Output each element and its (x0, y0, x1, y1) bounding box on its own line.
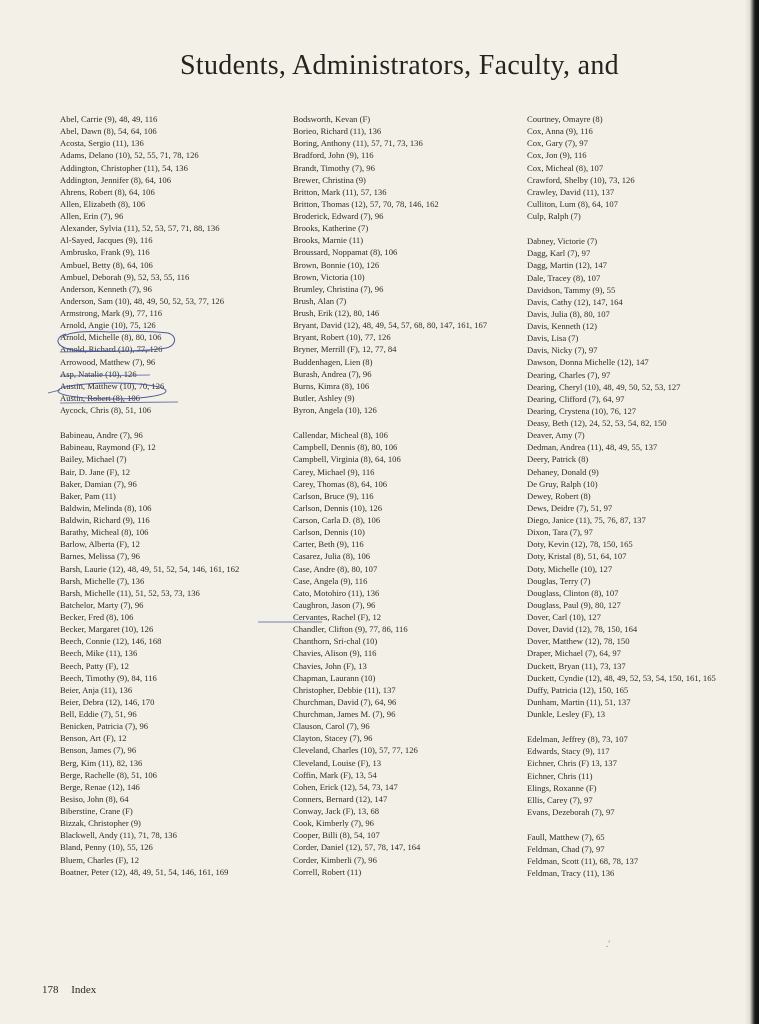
page-footer (42, 984, 96, 996)
index-entry: Barathy, Micheal (8), 106 (60, 527, 149, 538)
index-entry: Bradford, John (9), 116 (293, 150, 374, 161)
group-spacer (527, 818, 752, 831)
index-entry: Feldman, Scott (11), 68, 78, 137 (527, 856, 639, 867)
index-entry: Eichner, Chris (F) 13, 137 (527, 758, 617, 769)
index-entry: Arnold, Angie (10), 75, 126 (60, 320, 156, 331)
index-entry: De Gruy, Ralph (10) (527, 478, 598, 489)
index-entry: Bair, D. Jane (F), 12 (60, 466, 131, 477)
index-entry: Beech, Patty (F), 12 (60, 660, 129, 671)
index-entry: Batchelor, Marty (7), 96 (60, 599, 144, 610)
index-entry: Austin, Robert (8), 106 (60, 392, 140, 403)
index-entry: Faull, Matthew (7), 65 (527, 832, 605, 842)
index-entry: Benson, James (7), 96 (60, 745, 137, 756)
index-entry: Allen, Elizabeth (8), 106 (60, 198, 146, 209)
index-entry: Caughron, Jason (7), 96 (293, 599, 376, 610)
index-entry: Corder, Daniel (12), 57, 78, 147, 164 (293, 842, 421, 853)
index-entry: Addington, Jennifer (8), 64, 106 (60, 174, 171, 185)
index-entry: Berge, Rachelle (8), 51, 106 (60, 769, 157, 780)
index-entry: Brandt, Timothy (7), 96 (293, 162, 375, 173)
index-entry: Campbell, Dennis (8), 80, 106 (293, 442, 398, 453)
index-entry: Edelman, Jeffrey (8), 73, 107 (527, 734, 628, 745)
index-column-1 (60, 113, 288, 878)
index-entry: Carlson, Dennis (10), 126 (293, 502, 383, 513)
index-entry: Broderick, Edward (7), 96 (293, 211, 384, 221)
index-entry: Deery, Patrick (8) (527, 454, 589, 465)
index-entry: Burns, Kimra (8), 106 (293, 380, 370, 391)
group-spacer (527, 720, 752, 733)
index-entry: Beech, Connie (12), 146, 168 (60, 636, 162, 647)
index-entry: Casarez, Julia (8), 106 (293, 551, 371, 562)
index-entry: Case, Andre (8), 80, 107 (293, 563, 378, 574)
index-entry: Bizzak, Christopher (9) (60, 818, 141, 829)
index-entry: Churchman, David (7), 64, 96 (293, 696, 397, 707)
index-entry: Dabney, Victorie (7) (527, 236, 598, 247)
index-entry: Butler, Ashley (9) (293, 392, 355, 403)
index-entry: Bryant, David (12), 48, 49, 54, 57, 68, 80, 147, 161, 167 (293, 320, 488, 331)
index-entry: Barsh, Laurie (12), 48, 49, 51, 52, 54, 146, 161, 162 (60, 563, 240, 574)
index-entry: Arnold, Richard (10), 77, 126 (60, 344, 163, 355)
index-entry: Barsh, Michelle (11), 51, 52, 53, 73, 136 (60, 587, 200, 598)
index-entry: Davis, Kenneth (12) (527, 321, 597, 331)
index-entry: Ambuel, Betty (8), 64, 106 (60, 259, 153, 270)
index-entry: Asp, Natalie (10), 126 (60, 368, 137, 379)
index-entry: Armstrong, Mark (9), 77, 116 (60, 308, 163, 318)
index-entry: Britton, Mark (11), 57, 136 (293, 186, 387, 197)
group-spacer (527, 222, 752, 235)
index-entry: Beier, Debra (12), 146, 170 (60, 696, 155, 707)
index-entry: Bailey, Michael (7) (60, 454, 127, 465)
index-entry: Duckett, Cyndie (12), 48, 49, 52, 53, 54, 150, 161, 165 (527, 672, 716, 683)
index-entry: Biberstine, Crane (F) (60, 806, 133, 816)
index-entry: Courtney, Omayre (8) (527, 114, 603, 124)
index-entry: Davis, Julia (8), 80, 107 (527, 308, 610, 319)
index-entry: Crawford, Shelby (10), 73, 126 (527, 174, 635, 185)
index-entry: Feldman, Chad (7), 97 (527, 844, 605, 855)
index-entry: Elings, Roxanne (F) (527, 782, 597, 793)
index-entry: Deaver, Amy (7) (527, 430, 585, 441)
index-entry: Clayton, Stacey (7), 96 (293, 733, 373, 744)
index-entry: Chavies, John (F), 13 (293, 660, 367, 671)
index-entry: Acosta, Sergio (11), 136 (60, 138, 144, 149)
index-entry: Draper, Michael (7), 64, 97 (527, 648, 621, 659)
index-entry: Bland, Penny (10), 55, 126 (60, 842, 153, 853)
index-entry: Culp, Ralph (7) (527, 211, 581, 221)
index-entry: Benson, Art (F), 12 (60, 733, 127, 744)
index-entry: Baldwin, Richard (9), 116 (60, 515, 150, 525)
index-entry: Eichner, Chris (11) (527, 770, 593, 781)
index-entry: Douglas, Terry (7) (527, 575, 591, 586)
group-spacer (293, 416, 525, 429)
index-entry: Austin, Matthew (10), 70, 126 (60, 380, 165, 391)
index-entry: Carter, Beth (9), 116 (293, 539, 364, 550)
index-entry: Broussard, Noppamat (8), 106 (293, 247, 398, 258)
index-entry: Case, Angela (9), 116 (293, 575, 368, 586)
index-entry: Anderson, Kenneth (7), 96 (60, 283, 152, 294)
index-entry: Duffy, Patricia (12), 150, 165 (527, 684, 629, 695)
index-entry: Dunkle, Lesley (F), 13 (527, 709, 606, 719)
index-entry: Churchman, James M. (7), 96 (293, 709, 396, 719)
index-column-3 (527, 113, 752, 880)
index-entry: Cato, Motohiro (11), 136 (293, 587, 380, 598)
index-entry: Becker, Margaret (10), 126 (60, 624, 154, 635)
index-entry: Barsh, Michelle (7), 136 (60, 575, 145, 586)
index-entry: Chavies, Alison (9), 116 (293, 648, 377, 659)
index-entry: Doty, Kevin (12), 78, 150, 165 (527, 539, 633, 550)
index-entry: Carlson, Bruce (9), 116 (293, 490, 374, 501)
index-entry: Carey, Thomas (8), 64, 106 (293, 478, 388, 489)
index-entry: Cox, Jon (9), 116 (527, 150, 587, 161)
index-entry: Crawley, David (11), 137 (527, 186, 615, 197)
index-entry: Clauson, Carol (7), 96 (293, 721, 370, 732)
index-entry: Cervantes, Rachel (F), 12 (293, 612, 382, 622)
index-entry: Christopher, Debbie (11), 137 (293, 684, 396, 695)
index-entry: Dover, Carl (10), 127 (527, 612, 601, 622)
index-entry: Callendar, Micheal (8), 106 (293, 430, 388, 441)
index-entry: Campbell, Virginia (8), 64, 106 (293, 454, 401, 465)
index-entry: Douglass, Clinton (8), 107 (527, 587, 619, 598)
index-entry: Al-Sayed, Jacques (9), 116 (60, 235, 153, 246)
index-entry: Ambrusko, Frank (9), 116 (60, 247, 150, 258)
index-entry: Boring, Anthony (11), 57, 71, 73, 136 (293, 138, 423, 149)
index-entry: Boatner, Peter (12), 48, 49, 51, 54, 146, 161, 169 (60, 866, 229, 877)
index-entry: Conway, Jack (F), 13, 68 (293, 806, 380, 816)
index-entry: Doty, Kristal (8), 51, 64, 107 (527, 551, 627, 562)
stray-mark: .′ (606, 939, 611, 949)
index-entry: Baker, Pam (11) (60, 490, 116, 501)
index-entry: Dews, Deidre (7), 51, 97 (527, 502, 613, 513)
index-entry: Brown, Victoria (10) (293, 271, 365, 282)
index-entry: Culliton, Lum (8), 64, 107 (527, 198, 618, 209)
index-entry: Carlson, Dennis (10) (293, 527, 365, 538)
index-entry: Correll, Robert (11) (293, 866, 362, 877)
index-entry: Blackwell, Andy (11), 71, 78, 136 (60, 830, 177, 841)
index-entry: Abel, Carrie (9), 48, 49, 116 (60, 114, 158, 124)
index-entry: Cox, Anna (9), 116 (527, 126, 593, 137)
index-entry: Davis, Lisa (7) (527, 333, 579, 344)
index-entry: Dearing, Charles (7), 97 (527, 369, 611, 380)
index-entry: Baldwin, Melinda (8), 106 (60, 502, 152, 513)
index-entry: Davidson, Tammy (9), 55 (527, 284, 616, 295)
index-entry: Addington, Christopher (11), 54, 136 (60, 162, 188, 173)
index-entry: Cox, Gary (7), 97 (527, 138, 588, 149)
index-entry: Ahrens, Robert (8), 64, 106 (60, 186, 155, 197)
index-entry: Dunham, Martin (11), 51, 137 (527, 696, 631, 707)
index-entry: Bluem, Charles (F), 12 (60, 854, 140, 865)
index-entry: Dearing, Clifford (7), 64, 97 (527, 393, 625, 404)
index-entry: Dawson, Donna Michelle (12), 147 (527, 357, 649, 368)
index-entry: Cox, Micheal (8), 107 (527, 162, 604, 173)
index-entry: Barnes, Melissa (7), 96 (60, 551, 140, 562)
index-entry: Adams, Delano (10), 52, 55, 71, 78, 126 (60, 150, 199, 161)
index-entry: Bodsworth, Kevan (F) (293, 114, 371, 124)
index-entry: Babineau, Andre (7), 96 (60, 430, 143, 441)
index-entry: Carey, Michael (9), 116 (293, 466, 375, 477)
index-entry: Brumley, Christina (7), 96 (293, 283, 384, 294)
index-entry: Cook, Kimberly (7), 96 (293, 818, 374, 829)
index-entry: Beier, Anja (11), 136 (60, 684, 133, 695)
index-entry: Byron, Angela (10), 126 (293, 405, 377, 415)
index-column-2 (293, 113, 525, 878)
section-label: Index (71, 984, 97, 996)
index-entry: Borieo, Richard (11), 136 (293, 126, 382, 137)
index-entry: Dagg, Martin (12), 147 (527, 260, 607, 271)
index-entry: Cohen, Erick (12), 54, 73, 147 (293, 781, 398, 792)
index-entry: Doty, Michelle (10), 127 (527, 563, 613, 574)
index-entry: Brooks, Marnie (11) (293, 235, 364, 246)
index-entry: Dixon, Tara (7), 97 (527, 527, 593, 538)
index-entry: Davis, Cathy (12), 147, 164 (527, 296, 623, 307)
group-spacer (60, 416, 288, 429)
index-entry: Diego, Janice (11), 75, 76, 87, 137 (527, 515, 646, 525)
index-entry: Bryner, Merrill (F), 12, 77, 84 (293, 344, 397, 355)
index-entry: Buddenhagen, Lien (8) (293, 356, 373, 367)
index-entry: Chanthorn, Sri-chal (10) (293, 636, 378, 647)
index-entry: Cleveland, Louise (F), 13 (293, 757, 382, 768)
index-entry: Cooper, Billi (8), 54, 107 (293, 830, 380, 841)
index-entry: Chapman, Laurann (10) (293, 672, 376, 683)
index-entry: Dover, David (12), 78, 150, 164 (527, 624, 638, 635)
index-entry: Beech, Timothy (9), 84, 116 (60, 672, 157, 683)
index-entry: Allen, Erin (7), 96 (60, 211, 124, 221)
index-entry: Davis, Nicky (7), 97 (527, 345, 598, 356)
index-entry: Dedman, Andrea (11), 48, 49, 55, 137 (527, 442, 658, 453)
index-entry: Barlow, Alberta (F), 12 (60, 539, 140, 550)
index-entry: Benicken, Patricia (7), 96 (60, 721, 149, 732)
index-entry: Deasy, Beth (12), 24, 52, 53, 54, 82, 150 (527, 418, 667, 428)
index-entry: Duckett, Bryan (11), 73, 137 (527, 660, 626, 671)
index-entry: Berge, Renae (12), 146 (60, 781, 140, 792)
index-entry: Brush, Erik (12), 80, 146 (293, 308, 380, 318)
index-entry: Abel, Dawn (8), 54, 64, 106 (60, 126, 157, 137)
index-entry: Ambuel, Deborah (9), 52, 53, 55, 116 (60, 271, 190, 282)
index-entry: Dehaney, Donald (9) (527, 466, 599, 477)
index-entry: Bryant, Robert (10), 77, 126 (293, 332, 391, 343)
index-entry: Besiso, John (8), 64 (60, 793, 129, 804)
index-entry: Corder, Kimberli (7), 96 (293, 854, 377, 865)
index-entry: Cleveland, Charles (10), 57, 77, 126 (293, 745, 418, 756)
index-entry: Baker, Damian (7), 96 (60, 478, 137, 489)
index-entry: Douglass, Paul (9), 80, 127 (527, 599, 621, 610)
index-entry: Brush, Alan (7) (293, 295, 347, 306)
index-entry: Alexander, Sylvia (11), 52, 53, 57, 71, 88, 136 (60, 223, 220, 234)
index-entry: Conners, Bernard (12), 147 (293, 793, 388, 804)
index-entry: Britton, Thomas (12), 57, 70, 78, 146, 162 (293, 198, 439, 209)
index-entry: Bell, Eddie (7), 51, 96 (60, 709, 137, 719)
index-entry: Brewer, Christina (9) (293, 174, 366, 185)
index-entry: Edwards, Stacy (9), 117 (527, 746, 610, 757)
index-entry: Dewey, Robert (8) (527, 490, 591, 501)
index-entry: Babineau, Raymond (F), 12 (60, 442, 156, 453)
index-entry: Feldman, Tracy (11), 136 (527, 868, 615, 879)
index-entry: Chandler, Clifton (9), 77, 86, 116 (293, 624, 408, 635)
index-entry: Coffin, Mark (F), 13, 54 (293, 769, 377, 780)
index-entry: Evans, Dezeborah (7), 97 (527, 806, 615, 817)
index-entry: Beech, Mike (11), 136 (60, 648, 138, 659)
index-entry: Carson, Carla D. (8), 106 (293, 515, 381, 525)
index-entry: Arnold, Michelle (8), 80, 106 (60, 332, 162, 343)
index-entry: Dagg, Karl (7), 97 (527, 248, 591, 259)
index-entry: Aycock, Chris (8), 51, 106 (60, 405, 152, 415)
index-entry: Ellis, Carey (7), 97 (527, 794, 593, 805)
index-entry: Arrowood, Matthew (7), 96 (60, 356, 156, 367)
page-title: Students, Administrators, Faculty, and (180, 50, 619, 81)
index-entry: Burash, Andrea (7), 96 (293, 368, 372, 379)
index-entry: Becker, Fred (8), 106 (60, 612, 134, 622)
index-entry: Dearing, Crystena (10), 76, 127 (527, 405, 637, 416)
index-entry: Berg, Kim (11), 82, 136 (60, 757, 143, 768)
index-entry: Brooks, Katherine (7) (293, 223, 369, 234)
index-entry: Dearing, Cheryl (10), 48, 49, 50, 52, 53, 127 (527, 381, 681, 392)
index-entry: Brown, Bonnie (10), 126 (293, 259, 380, 270)
index-entry: Dover, Matthew (12), 78, 150 (527, 636, 630, 647)
index-entry: Anderson, Sam (10), 48, 49, 50, 52, 53, 77, 126 (60, 295, 224, 306)
index-entry: Dale, Tracey (8), 107 (527, 272, 601, 283)
page-number: 178 (42, 984, 59, 996)
